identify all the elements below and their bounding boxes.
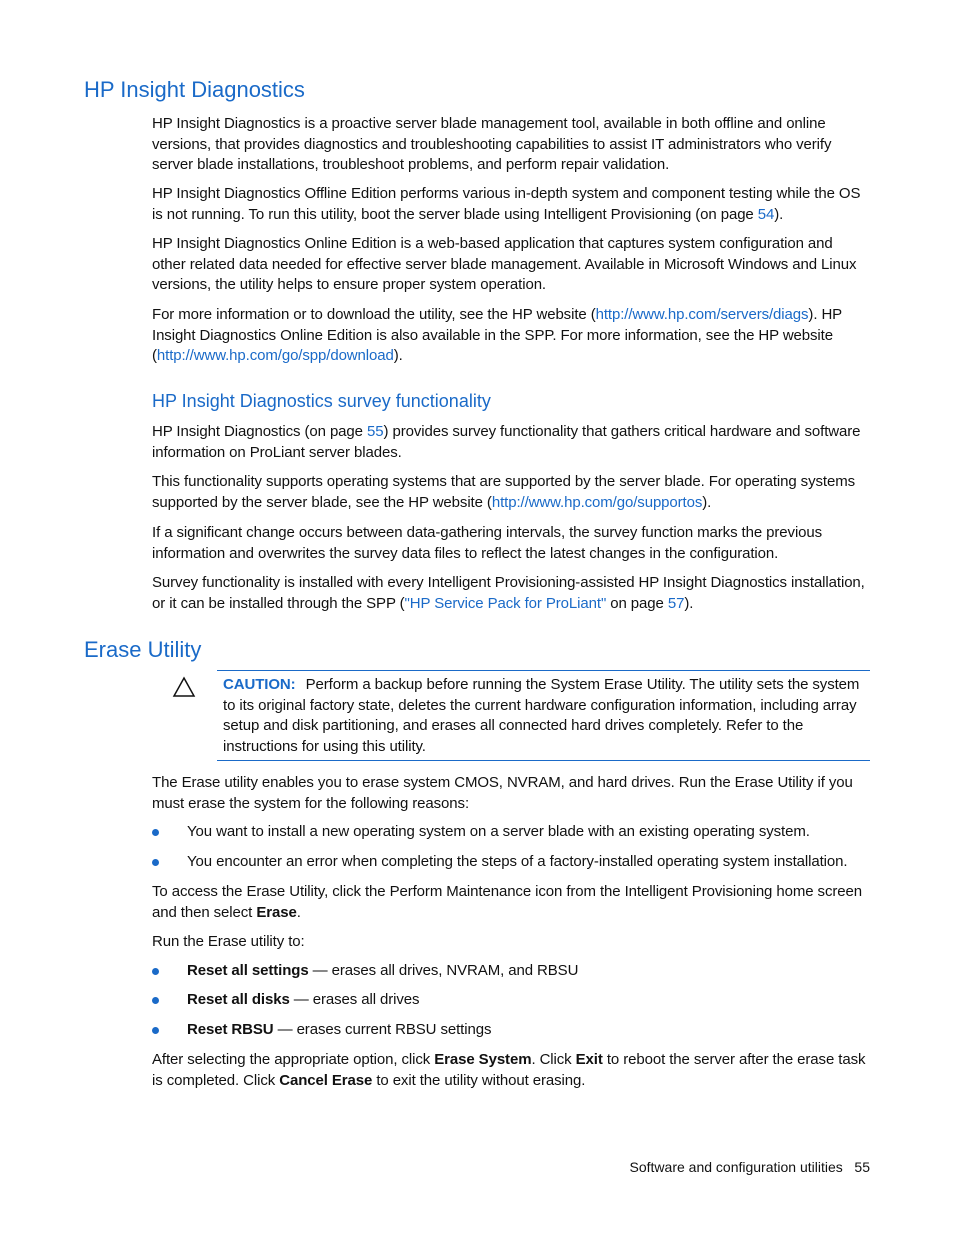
bullet-icon [152, 1027, 159, 1034]
paragraph: The Erase utility enables you to erase system CMOS, NVRAM, and hard drives. Run the Erase Utility if you must erase the system for the following reasons: [152, 774, 853, 812]
paragraph: If a significant change occurs between data-gathering intervals, the survey function marks the previous information and overwrites the survey data files to reflect the latest changes in the configuration. [152, 524, 823, 562]
cross-reference-link[interactable]: "HP Service Pack for ProLiant" [404, 594, 607, 612]
bullet-icon [152, 968, 159, 975]
warning-triangle-icon [172, 676, 196, 698]
heading-hp-insight-diagnostics: HP Insight Diagnostics [84, 77, 305, 102]
heading-erase-utility: Erase Utility [84, 637, 202, 662]
paragraph: Run the Erase utility to: [152, 933, 305, 950]
paragraph: HP Insight Diagnostics Offline Edition performs various in-depth system and component testing while the OS is not running. To run this utility, boot the server blade using Intelligent Provisioning (on page 54). [152, 185, 861, 223]
page-number: 55 [854, 1159, 870, 1175]
bullet-icon [152, 997, 159, 1004]
footer-section-title: Software and configuration utilities [629, 1159, 843, 1175]
url-link[interactable]: http://www.hp.com/go/supportos [491, 493, 703, 511]
paragraph: This functionality supports operating systems that are supported by the server blade. For operating systems supported by the server blade, see the HP website (http://www.hp.com/go/supportos). [152, 473, 855, 511]
caution-callout [217, 670, 870, 761]
page-link[interactable]: 54 [757, 205, 775, 223]
paragraph: HP Insight Diagnostics is a proactive server blade management tool, available in both offline and online versions, that provides diagnostics and troubleshooting capabilities to assist IT administrators who verify server blade installations, troubleshoot problems, and perform repair validation. [152, 115, 832, 173]
paragraph: HP Insight Diagnostics Online Edition is a web-based application that captures system configuration and other related data needed for effective server blade management. Available in Microsoft Windows and Linux versions, the utility helps to ensure proper system operation. [152, 235, 857, 293]
caution-text: CAUTION: Perform a backup before running the System Erase Utility. The utility sets the system to its original factory state, deletes the current hardware configuration information, including array setup and disk partitioning, and erases all connected hard drives completely. Refer to the instructions for using this utility. [223, 676, 860, 755]
url-link[interactable]: http://www.hp.com/servers/diags [595, 306, 809, 323]
bullet-icon [152, 859, 159, 866]
page-footer [630, 1158, 870, 1176]
paragraph: After selecting the appropriate option, click Erase System. Click Exit to reboot the server after the erase task is completed. Click Cancel Erase to exit the utility without erasing. [152, 1051, 866, 1089]
page-link[interactable]: 55 [366, 423, 384, 440]
paragraph: For more information or to download the utility, see the HP website (http://www.hp.com/servers/diags). HP Insight Diagnostics Online Edition is also available in the SPP. For more information, see the HP website (http://www.hp.com/go/spp/download). [152, 306, 842, 364]
paragraph: To access the Erase Utility, click the Perform Maintenance icon from the Intelligent Provisioning home screen and then select Erase. [152, 883, 862, 921]
bullet-icon [152, 829, 159, 836]
paragraph: HP Insight Diagnostics (on page 55) provides survey functionality that gathers critical hardware and software information on ProLiant server blades. [152, 423, 861, 461]
paragraph: Survey functionality is installed with every Intelligent Provisioning-assisted HP Insight Diagnostics installation, or it can be installed through the SPP ("HP Service Pack for ProLiant" on page 57). [152, 574, 865, 612]
page-link[interactable]: 57 [667, 594, 685, 612]
caution-label: CAUTION: [223, 676, 296, 693]
heading-survey-functionality: HP Insight Diagnostics survey functionality [152, 391, 491, 411]
url-link[interactable]: http://www.hp.com/go/spp/download [156, 347, 394, 364]
document-page: HP Insight Diagnostics HP Insight Diagnostics is a proactive server blade management tool, available in both offline and online versions, that provides diagnostics and troubleshooting capabilities to assist IT administrators who verify server blade installations, troubleshoot problems, and perform repair validation. HP Insight Diagnostics Offline Edition performs various in-depth system and component testing while the OS is not running. To run this utility, boot the server blade using Intelligent Provisioning (on page 54). HP Insight Diagnostics Online Edition is a web-based application that captures system configuration and other related data needed for effective server blade management. Available in Microsoft Windows and Linux versions, the utility helps to ensure proper system operation. For more information or to download the utility, see the HP website (http://www.hp.com/servers/diags). HP Insight Diagnostics Online Edition is also available in the SPP. For more information, see the HP website (http://www.hp.com/go/spp/download). HP Insight Diagnostics survey functionality HP Insight Diagnostics (on page 55) provides survey functionality that gathers critical hardware and software information on ProLiant server blades. This functionality supports operating systems that are supported by the server blade. For operating systems supported by the server blade, see the HP website (http://www.hp.com/go/supportos). If a significant change occurs between data-gathering intervals, the survey function marks the previous information and overwrites the survey data files to reflect the latest changes in the configuration. Survey functionality is installed with every Intelligent Provisioning-assisted HP Insight Diagnostics installation, or it can be installed through the SPP ("HP Service Pack for ProLiant" on page 57). Erase Utility CAUTION: Perform a backup before running the System Erase Utility. The utility sets the system to its original factory state, deletes the current hardware configuration information, including array setup and disk partitioning, and erases all connected hard drives completely. Refer to the instructions for using this utility. The Erase utility enables you to erase system CMOS, NVRAM, and hard drives. Run the Erase Utility if you must erase the system for the following reasons: You want to install a new operating system on a server blade with an existing operating system. You encounter an error when completing the steps of a factory-installed operating system installation. To access the Erase Utility, click the Perform Maintenance icon from the Intelligent Provisioning home screen and then select Erase. Run the Erase utility to: Reset all settings — erases all drives, NVRAM, and RBSU Reset all disks — erases all drives Reset RBSU — erases current RBSU settings After selecting the appropriate option, click Erase System. Click Exit to reboot the server after the erase task is completed. Click Cancel Erase to exit the utility without erasing. Software and configuration utilities 55 [84, 77, 870, 1175]
